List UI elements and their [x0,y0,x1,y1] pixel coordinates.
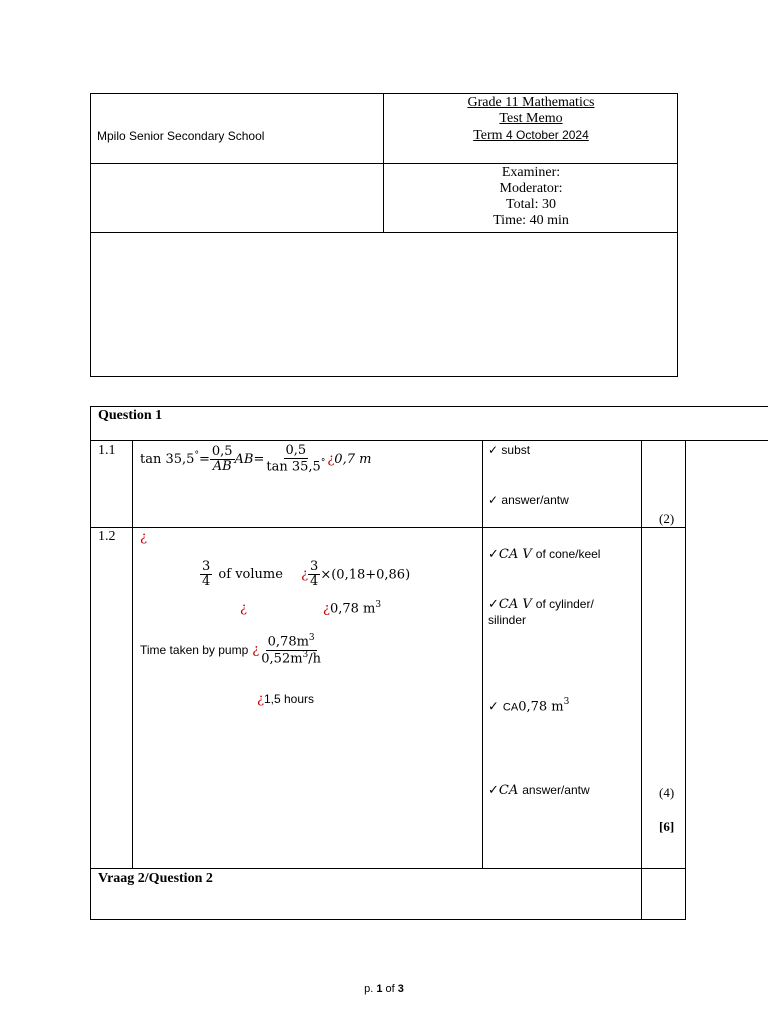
term-line [384,127,678,144]
cone-text: of cone/keel [535,547,601,561]
cube-exp-2: 3 [308,633,315,643]
examiner-label: Examiner: [501,165,561,180]
frac-34-num: 3 [202,559,211,574]
cube-exp-3: 3 [302,649,309,660]
frac-34-den: 4 [202,574,211,590]
check-icon: ✓ [488,597,499,612]
answer-antw-text: answer/antw [522,783,590,797]
time-frac-den [259,651,323,667]
time-label: Time: 40 min [493,213,569,228]
header-divider-1 [90,163,678,164]
hours-answer: 1,5 hours [263,692,315,706]
footer-prefix: p. [364,983,377,995]
deg-2: ° [320,458,326,469]
frac-2-den [264,459,327,475]
fraction-three-quarters [200,560,212,590]
q1-2-number: 1.2 [98,529,116,544]
placeholder-glyph-5: ¿ [252,642,260,658]
q-table-left-border [90,441,91,920]
ca-v-2: CA V [498,597,532,612]
silinder-text: silinder [488,613,527,627]
frac-34b-num: 3 [310,559,319,574]
footer-page-total: 3 [397,983,404,995]
marks-1-1: (2) [659,511,675,526]
cylinder-text: of cylinder/ [535,597,594,611]
time-fraction [259,634,323,666]
equals-1: = [198,451,210,467]
ca-3-value: 0,78 m [518,699,564,715]
footer-of: of [382,983,398,995]
time-taken-label: Time taken by pump [140,643,249,658]
hours-line [257,690,314,708]
frac-2-den-text: tan 35,5 [266,459,321,475]
tan-expr: tan 35,5 [140,451,195,467]
ca-v-1: CA V [498,547,532,562]
of-volume-text: of volume [218,567,283,583]
ab-equals: AB= [234,451,265,467]
fraction-2 [264,444,327,475]
school-name: Mpilo Senior Secondary School [97,129,265,143]
examiner-block [384,165,678,229]
time-frac-num-text: 0,78m [267,634,309,650]
page-footer [0,983,768,995]
q2-title: Vraag 2/Question 2 [98,871,213,886]
ca-3: CA [502,701,519,714]
mark-cav-cone [488,545,600,563]
row-divider-3 [90,919,686,920]
time-frac-den-text: 0,52m [261,650,303,666]
q1-1-working [140,444,371,475]
header-divider-2 [90,232,678,233]
placeholder-glyph-1: ¿ [327,451,335,467]
frac-34b-den: 4 [310,574,319,590]
placeholder-glyph-4: ¿ [323,601,330,617]
fraction-1 [210,445,235,475]
per-hour: /h [308,650,322,666]
volume-sum-expr: ×(0,18+0,86) [320,567,411,583]
moderator-label: Moderator: [499,181,563,196]
answer-1-1: 0,7 m [334,451,372,467]
mark-subst: ✓ subst [488,443,531,457]
frac-1-den: AB [212,458,232,474]
question-1-total: [6] [659,819,675,834]
cube-exp-4: 3 [563,697,570,707]
mark-ca-volume [488,697,569,715]
check-icon: ✓ [488,547,499,562]
mark-cav-cylinder [488,595,594,627]
frac-2-num: 0,5 [285,443,307,458]
term-label: Term [473,128,503,143]
marks-1-2: (4) [659,785,675,800]
check-icon: ✓ [488,783,499,798]
volume-result [323,600,381,616]
subject-title: Grade 11 Mathematics [467,95,595,110]
q1-1-number: 1.1 [98,443,116,458]
check-icon: ✓ [488,699,499,715]
placeholder-glyph-2: ¿ [301,567,309,583]
deg-1: ° [194,450,199,461]
volume-value: 0,78 m [329,601,376,617]
cube-exp-1: 3 [375,600,382,610]
q1-title: Question 1 [98,408,163,423]
mark-ca-answer [488,781,590,799]
time-line [140,634,323,666]
placeholder-glyph-6: ¿ [257,692,264,707]
q-table-total-col [641,441,642,920]
ca-4: CA [498,783,519,798]
volume-line [200,560,410,590]
title-block [384,95,678,144]
total-label: Total: 30 [506,197,556,212]
placeholder-glyph-3: ¿ [240,601,247,616]
q-table-right-border [685,441,686,920]
q-table-mark-col [482,441,483,869]
time-frac-num [266,634,317,651]
fraction-three-quarters-b [308,560,320,590]
row-divider-1 [90,527,686,528]
footer-page-number: 1 [376,983,383,995]
mark-answer-1-1: ✓ answer/antw [488,493,569,507]
doc-type: Test Memo [499,111,563,126]
q1-title-row [90,406,768,441]
placeholder-glyph-top: ¿ [140,530,147,545]
row-divider-2 [90,868,686,869]
test-date: 4 October 2024 [506,128,589,142]
q-table-num-col [132,441,133,869]
frac-1-num: 0,5 [211,443,233,459]
